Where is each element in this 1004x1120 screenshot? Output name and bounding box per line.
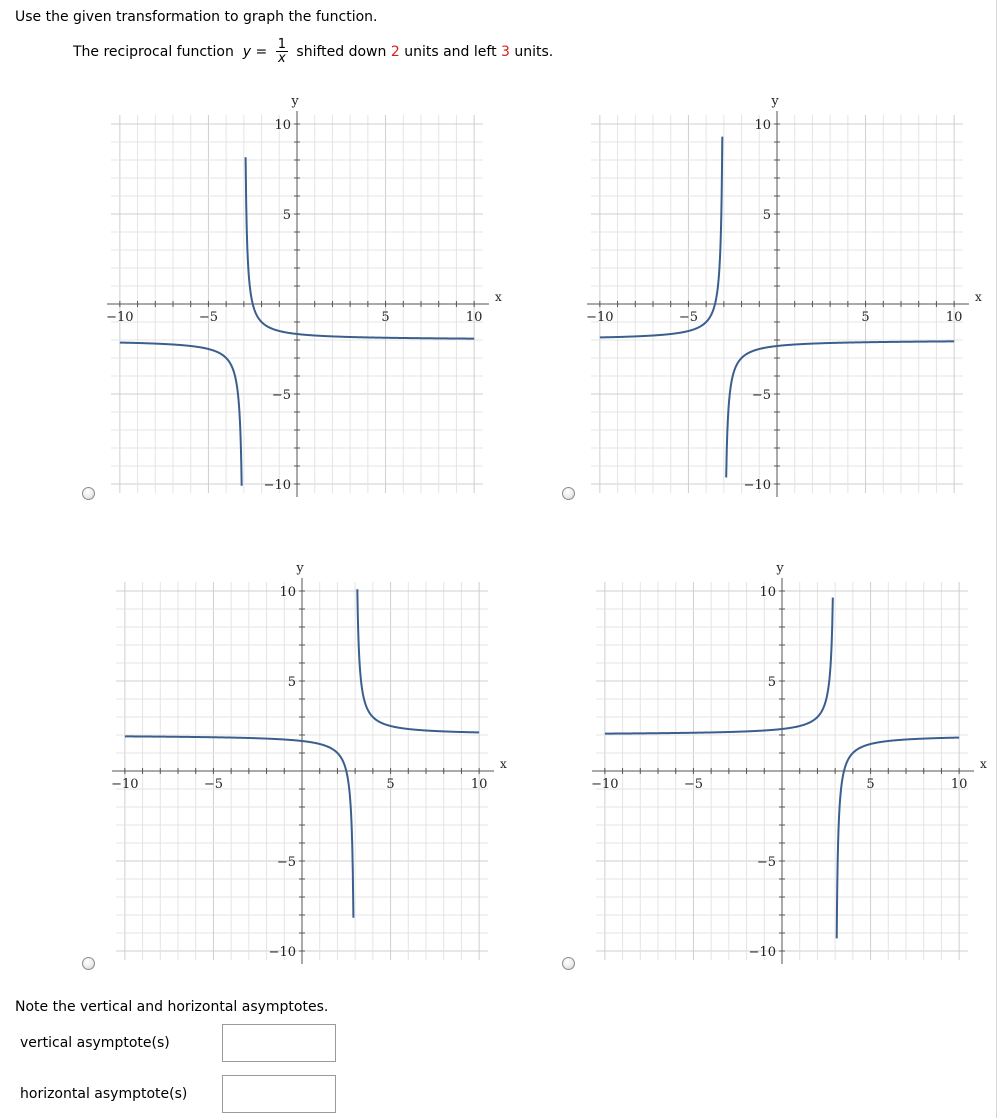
x-tick-label: 5: [861, 310, 870, 325]
x-tick-label: −5: [683, 777, 704, 792]
curve-left-branch: [125, 736, 354, 917]
x-tick-label: 5: [386, 777, 395, 792]
shift-text-2: units and left: [404, 43, 497, 60]
option-d-radio[interactable]: [562, 957, 575, 970]
y-tick-label: 5: [762, 208, 771, 223]
x-tick-label: 5: [381, 310, 390, 325]
curve-left-branch: [120, 343, 242, 486]
y-tick-label: −5: [751, 388, 771, 403]
x-tick-label: −10: [111, 777, 139, 792]
option-c-radio[interactable]: [82, 957, 95, 970]
vertical-asymptote-label: vertical asymptote(s): [20, 1035, 170, 1051]
equals-sign: =: [255, 43, 268, 60]
x-tick-label: −10: [106, 310, 134, 325]
option-b-radio[interactable]: [562, 487, 575, 500]
y-tick-label: −10: [743, 478, 771, 493]
y-tick-label: −5: [271, 388, 291, 403]
option-a-radio[interactable]: [82, 487, 95, 500]
vertical-asymptote-input[interactable]: [222, 1024, 336, 1062]
y-tick-label: 5: [287, 675, 296, 690]
y-tick-label: −10: [748, 945, 776, 960]
x-tick-label: −5: [203, 777, 224, 792]
graph-option-c: [100, 552, 520, 967]
x-tick-label: −5: [678, 310, 699, 325]
curve-right-branch: [357, 589, 479, 732]
y-axis-label: y: [776, 561, 784, 576]
y-axis-label: y: [771, 94, 779, 109]
curve-left-branch: [600, 137, 722, 338]
horizontal-asymptote-input[interactable]: [222, 1075, 336, 1113]
y-tick-label: 5: [282, 208, 291, 223]
y-axis-label: y: [296, 561, 304, 576]
graph-option-d: [580, 552, 1000, 967]
y-tick-label: −10: [263, 478, 291, 493]
y-variable: y: [242, 43, 252, 60]
instruction-text: Use the given transformation to graph the function.: [15, 9, 378, 25]
y-tick-label: 10: [759, 585, 776, 600]
y-tick-label: 10: [274, 118, 291, 133]
x-tick-label: −5: [198, 310, 219, 325]
x-axis-label: x: [500, 757, 507, 771]
y-tick-label: −10: [268, 945, 296, 960]
transformation-statement: [73, 38, 553, 65]
fraction-numerator: 1: [277, 37, 286, 52]
graph-option-b: [575, 85, 995, 500]
x-tick-label: 10: [465, 310, 483, 325]
left-amount: 3: [501, 43, 510, 60]
y-axis-label: y: [291, 94, 299, 109]
x-tick-label: 10: [945, 310, 963, 325]
shift-text-1: shifted down: [296, 43, 387, 60]
asymptote-note: Note the vertical and horizontal asymptotes.: [15, 999, 329, 1015]
down-amount: 2: [390, 43, 400, 60]
x-tick-label: 10: [470, 777, 488, 792]
shift-text-3: units.: [514, 43, 554, 60]
y-tick-label: 10: [279, 585, 296, 600]
lead-text: The reciprocal function: [73, 43, 234, 60]
y-tick-label: −5: [756, 855, 776, 870]
y-tick-label: 10: [754, 118, 771, 133]
x-axis-label: x: [975, 290, 982, 304]
y-tick-label: −5: [276, 855, 296, 870]
fraction-denominator: x: [277, 51, 286, 66]
graph-option-a: [95, 85, 515, 500]
x-tick-label: −10: [586, 310, 614, 325]
x-axis-label: x: [495, 290, 502, 304]
curve-right-branch: [726, 341, 954, 477]
x-axis-label: x: [980, 757, 987, 771]
x-tick-label: 10: [950, 777, 968, 792]
curve-left-branch: [605, 598, 833, 734]
x-tick-label: −10: [591, 777, 619, 792]
curve-right-branch: [837, 738, 959, 939]
x-tick-label: 5: [866, 777, 875, 792]
y-tick-label: 5: [767, 675, 776, 690]
curve-right-branch: [246, 157, 475, 338]
fraction-one-over-x: [276, 38, 288, 65]
horizontal-asymptote-label: horizontal asymptote(s): [20, 1086, 188, 1102]
